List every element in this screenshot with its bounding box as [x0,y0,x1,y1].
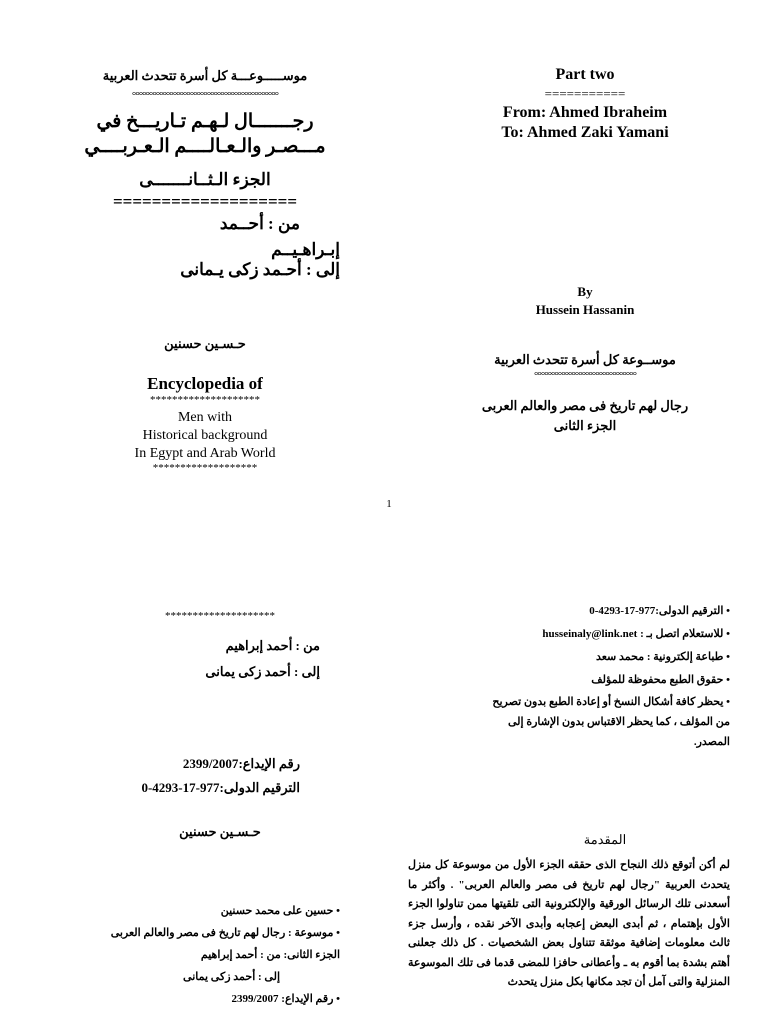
rights-bullet: • حقوق الطبع محفوظة للمؤلف [591,674,730,686]
bullet-item: إلى : أحمد زكى يمانى [183,971,280,983]
en-title-line3: Historical background [142,428,268,443]
page2-left-bullets [100,900,340,1010]
title-ar-small: رجال لهم تاريخ فى مصر والعالم العربى [481,398,689,413]
author-ar: حـسـين حسنين [164,336,246,351]
en-title-line2: Men with [177,410,233,425]
from-ar-2: إبـراهـيــم [271,240,340,259]
series-title-ar-2: موســوعة كل أسرة تتحدث العربية [494,352,676,367]
isbn-ar: الترقيم الدولى:977-17-4293-0 [141,780,300,795]
author-en: Hussein Hassanin [535,302,635,317]
bullet-item: • رقم الإيداع: 2399/2007 [231,993,340,1005]
equals-divider: =================== [112,192,298,211]
bullet-item: الجزء الثانى: من : أحمد إبراهيم [200,949,340,961]
page2-left [90,610,350,840]
contact-bullet: • للاستعلام اتصل بـ : husseinaly@link.net [542,628,730,640]
part-ar-small: الجزء الثانى [553,418,617,433]
series-title-ar: موســـــوعـــة كل أسرة تتحدث العربية [102,68,308,83]
page-number: 1 [386,498,392,510]
printing-bullet: • طباعة إلكترونية : محمد سعد [595,651,730,663]
stars-divider-1: ******************** [150,394,260,406]
from-ar-p2: من : أحمد إبراهيم [225,638,320,653]
bullet-item: • موسوعة : رجال لهم تاريخ فى مصر والعالم العربى [110,927,340,939]
isbn-bullet: • الترقيم الدولى:977-17-4293-0 [589,605,730,617]
stars-divider-3: ******************** [165,610,275,622]
to-ar-p2: إلى : أحمد زكى يمانى [205,664,320,679]
page2-right-bullets [480,600,730,752]
stars-divider-2: ******************* [152,462,258,474]
to-en: To: Ahmed Zaki Yamani [501,124,669,141]
intro-heading: المقدمة [583,832,627,847]
from-ar: من : أحــمد [219,214,300,233]
en-title-line4: In Egypt and Arab World [134,446,276,461]
title-ar-line1: رجـــــــال لـهـم تـاريـــخ في [96,111,314,132]
page1-right [440,66,730,434]
page1-left [40,68,370,474]
part-two-title: Part two [555,66,615,83]
encyclopedia-title: Encyclopedia of [147,374,263,393]
circle-divider-2: °°°°°°°°°°°°°°°°°°°°°°°°°°°°°° [534,370,636,382]
from-en: From: Ahmed Ibraheim [502,104,668,121]
title-ar-line2: مـــصـر والـعـالــــم الـعـربــــي [84,136,326,157]
intro-paragraph: لم أكن أتوقع ذلك النجاح الذى حققه الجزء الأول من موسوعة كل منزل يتحدث العربية "رجال لهم تاريخ فى مصر والعالم العربى" . وأكثر ما أسعدنى تلك الرسائل الورقية والإلكترونية التى تلقيتها ممن تناولوا الجزء الأول بإهتمام ، ثم أبدى البعض إعجابه وأبدى الآخر نقده ، وأرسل جزء ثالث معلومات إضافية موثقة تتناول بعض الشخصيات . كل ذلك جعلنى أهتم بشدة بما أقوم به ـ وأعطانى حافزا للمضى قدما فى تلك الموسوعة المنزلية والتى آمل أن تجد مكانها بكل منزل يتحدث [408,859,730,988]
author-ar-p2: حـسـين حسنين [179,824,261,839]
circle-divider: °°°°°°°°°°°°°°°°°°°°°°°°°°°°°°°°°°°°°°°°°°° [131,90,279,102]
part-ar: الجزء الـثــانـــــــى [139,170,271,189]
prohibition-bullet: • يحظر كافة أشكال النسخ أو إعادة الطبع بدون تصريح من المؤلف ، كما يحظر الاقتباس بدون الإشارة إلى المصدر. [492,696,730,748]
bullet-item: • حسين على محمد حسنين [220,905,340,917]
to-ar: إلى : أحـمد زكى يـمانى [180,260,340,279]
by-label: By [577,284,593,299]
deposit-number: رقم الإيداع:2399/2007 [182,756,300,771]
short-equals-divider: =========== [544,86,626,101]
